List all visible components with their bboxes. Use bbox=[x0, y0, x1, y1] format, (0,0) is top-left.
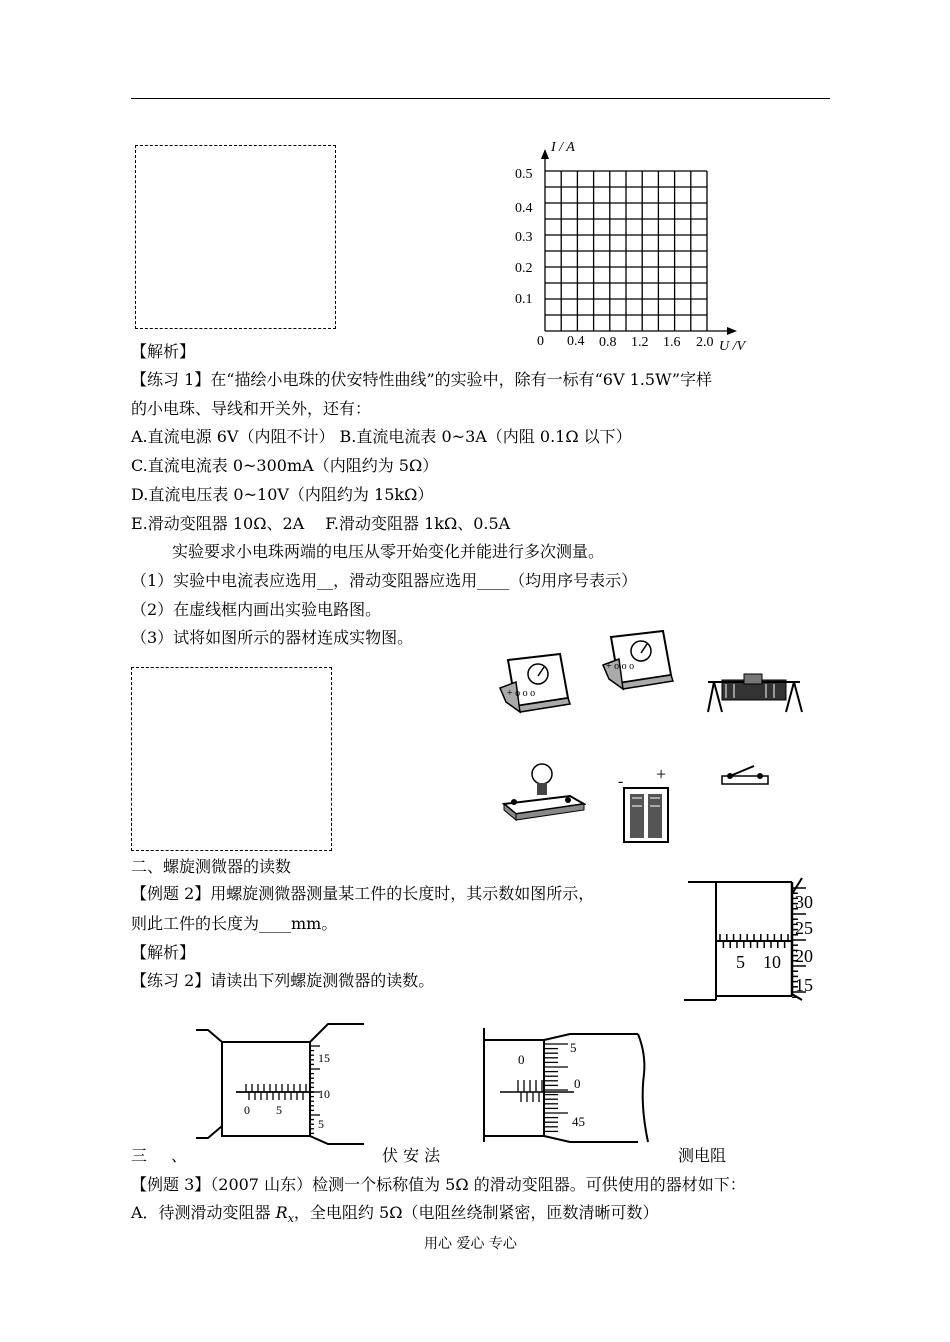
option-e-f: E.滑动变阻器 10Ω、2A F.滑动变阻器 1kΩ、0.5A bbox=[131, 514, 511, 533]
battery-icon bbox=[612, 766, 674, 844]
y-tick-label: 0.3 bbox=[515, 230, 533, 245]
switch-icon bbox=[720, 762, 772, 790]
option-c: C.直流电流表 0~300mA（内阻约为 5Ω） bbox=[131, 456, 439, 475]
ammeter-icon bbox=[498, 652, 580, 714]
x-tick-label: 1.2 bbox=[631, 335, 649, 350]
svg-text:+ o o o: + o o o bbox=[507, 688, 536, 699]
y-tick-label: 0.2 bbox=[515, 261, 533, 276]
thimble-label: 15 bbox=[318, 1051, 330, 1065]
x-tick-label: 1.6 bbox=[663, 335, 681, 350]
sleeve-label: 0 bbox=[244, 1103, 250, 1117]
y-tick-label: 0.5 bbox=[515, 167, 533, 182]
thimble-label: 15 bbox=[795, 975, 813, 995]
example-2-line-1: 【例题 2】用螺旋测微器测量某工件的长度时，其示数如图所示， bbox=[131, 884, 595, 903]
sleeve-label: 0 bbox=[518, 1052, 525, 1067]
question-2: （2）在虚线框内画出实验电路图。 bbox=[131, 600, 382, 619]
rheostat-icon bbox=[704, 664, 804, 720]
x-tick-label: 0.4 bbox=[567, 334, 585, 349]
y-tick-label: 0.1 bbox=[515, 292, 533, 307]
sleeve-label: 5 bbox=[736, 952, 745, 972]
battery-minus-label: - bbox=[618, 773, 624, 790]
exercise-1-line-2: 的小电珠、导线和开关外，还有： bbox=[131, 399, 372, 418]
iu-graph bbox=[505, 135, 765, 357]
circuit-drawing-box-2 bbox=[131, 667, 332, 851]
analysis-heading-1: 【解析】 bbox=[131, 342, 196, 361]
circuit-drawing-box-1 bbox=[135, 145, 336, 329]
option-a-b: A.直流电源 6V（内阻不计） B.直流电流表 0~3A（内阻 0.1Ω 以下） bbox=[131, 427, 632, 446]
header-rule bbox=[131, 98, 830, 99]
y-tick-label: 0.4 bbox=[515, 201, 533, 216]
example-3-option-a bbox=[131, 1203, 658, 1229]
bulb-icon bbox=[500, 760, 586, 822]
sleeve-label: 10 bbox=[763, 952, 781, 972]
thimble-label: 5 bbox=[570, 1040, 577, 1055]
section-3-title: 伏 安 法 bbox=[382, 1146, 441, 1165]
micrometer-reading-2 bbox=[196, 1020, 366, 1148]
rx-symbol: R bbox=[275, 1203, 288, 1222]
x-tick-label: 2.0 bbox=[696, 335, 714, 350]
option-d: D.直流电压表 0~10V（内阻约为 15kΩ） bbox=[131, 485, 434, 504]
rx-subscript: x bbox=[287, 1212, 294, 1226]
thimble-label: 45 bbox=[572, 1114, 585, 1129]
x-tick-label: 0.8 bbox=[599, 335, 617, 350]
thimble-label: 30 bbox=[795, 892, 813, 912]
question-3: （3）试将如图所示的器材连成实物图。 bbox=[131, 628, 414, 647]
example-2-line-2: 则此工件的长度为____mm。 bbox=[131, 914, 338, 933]
y-axis-arrow bbox=[541, 149, 549, 159]
practice-2: 【练习 2】请读出下列螺旋测微器的读数。 bbox=[131, 971, 435, 990]
origin-label: 0 bbox=[537, 334, 544, 349]
voltmeter-icon bbox=[601, 629, 683, 691]
analysis-heading-2: 【解析】 bbox=[131, 943, 196, 962]
thimble-label: 20 bbox=[795, 946, 813, 966]
section-2-heading: 二、螺旋测微器的读数 bbox=[131, 857, 292, 876]
battery-plus-label: + bbox=[656, 766, 667, 784]
y-axis-label: I / A bbox=[551, 140, 575, 155]
x-axis-label: U /V bbox=[719, 339, 746, 354]
thimble-label: 25 bbox=[795, 918, 813, 938]
svg-text:+ o o o: + o o o bbox=[606, 661, 635, 672]
question-1: （1）实验中电流表应选用__，滑动变阻器应选用____（均用序号表示） bbox=[131, 571, 638, 590]
thimble-label: 0 bbox=[574, 1076, 581, 1091]
micrometer-reading-3 bbox=[478, 1024, 664, 1146]
section-3-prefix: 三 、 bbox=[131, 1146, 192, 1165]
x-axis-arrow bbox=[727, 327, 737, 335]
option-a-text: A．待测滑动变阻器 bbox=[131, 1203, 276, 1222]
section-3-suffix: 测电阻 bbox=[678, 1146, 727, 1165]
option-a-text-rest: ，全电阻约 5Ω（电阻丝绕制紧密，匝数清晰可数） bbox=[293, 1203, 659, 1222]
thimble-label: 10 bbox=[318, 1087, 330, 1101]
page-footer: 用心 爱心 专心 bbox=[424, 1236, 517, 1252]
requirement: 实验要求小电珠两端的电压从零开始变化并能进行多次测量。 bbox=[172, 542, 605, 561]
exercise-1-line-1: 【练习 1】在“描绘小电珠的伏安特性曲线”的实验中，除有一标有“6V 1.5W”字样 bbox=[131, 370, 712, 389]
sleeve-label: 5 bbox=[276, 1103, 282, 1117]
example-3: 【例题 3】（2007 山东）检测一个标称值为 5Ω 的滑动变阻器。可供使用的器材如下： bbox=[131, 1175, 746, 1194]
micrometer-reading-1 bbox=[684, 876, 834, 1006]
thimble-label: 5 bbox=[318, 1117, 324, 1131]
